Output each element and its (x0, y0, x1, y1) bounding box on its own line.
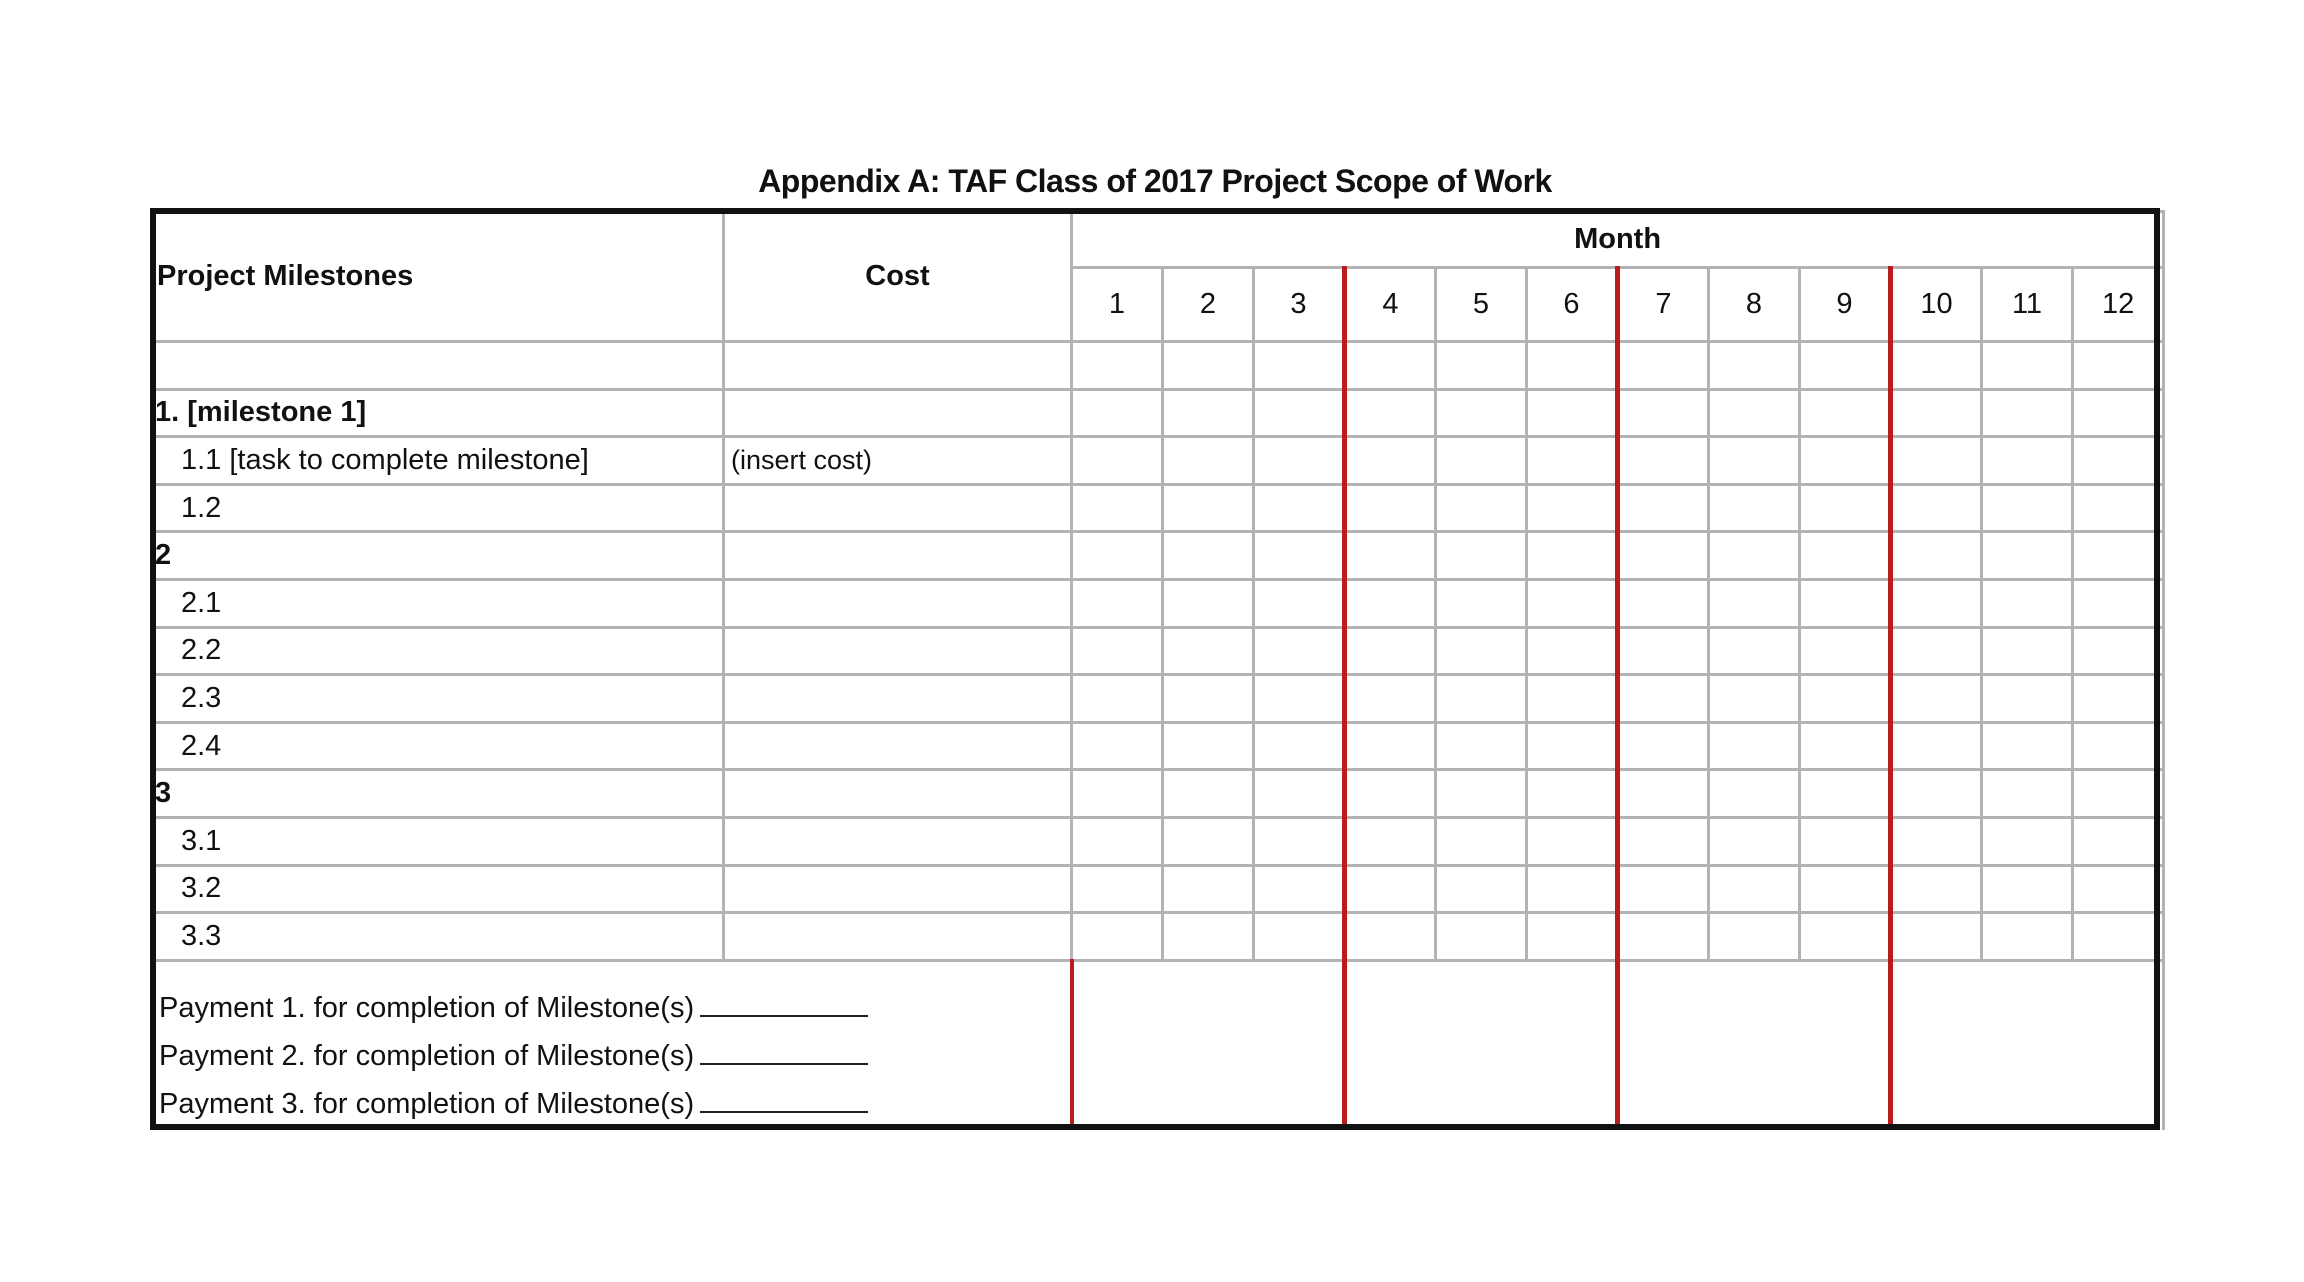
month-cell[interactable] (2073, 532, 2164, 580)
month-cell[interactable] (1254, 342, 1345, 390)
payment-line (153, 984, 1070, 1032)
month-cell[interactable] (1709, 484, 1800, 532)
month-4: 4 (1345, 268, 1436, 342)
month-cell[interactable] (1709, 532, 1800, 580)
month-cell[interactable] (1072, 579, 1163, 627)
month-cell[interactable] (1436, 913, 1527, 961)
month-cell[interactable] (1163, 913, 1254, 961)
month-cell[interactable] (1527, 675, 1618, 723)
month-10: 10 (1891, 268, 1982, 342)
month-cell[interactable] (1891, 817, 1982, 865)
payment-text: Payment 3. for completion of Milestone(s) (159, 1087, 695, 1120)
month-cell[interactable] (1436, 627, 1527, 675)
month-cell[interactable] (1163, 532, 1254, 580)
table-row (152, 770, 2164, 818)
month-cell[interactable] (2073, 675, 2164, 723)
month-cell[interactable] (1345, 627, 1436, 675)
month-cell[interactable] (1254, 532, 1345, 580)
month-cell[interactable] (1072, 342, 1163, 390)
payment-row (152, 960, 2164, 1130)
month-cell[interactable] (1891, 389, 1982, 437)
month-cell[interactable] (1982, 484, 2073, 532)
month-cell[interactable] (1709, 627, 1800, 675)
quarter-footer-cell (1345, 960, 1618, 1130)
table-row (152, 817, 2164, 865)
month-cell[interactable] (1345, 484, 1436, 532)
month-cell[interactable] (1800, 437, 1891, 485)
month-cell[interactable] (2073, 913, 2164, 961)
table-row (152, 437, 2164, 485)
month-cell[interactable] (1618, 389, 1709, 437)
month-cell[interactable] (1800, 389, 1891, 437)
cost-cell[interactable] (724, 532, 1072, 580)
month-7: 7 (1618, 268, 1709, 342)
month-cell[interactable] (1618, 627, 1709, 675)
payment-text: Payment 2. for completion of Milestone(s) (159, 1039, 695, 1072)
task-label[interactable]: 3.3 (152, 913, 724, 961)
month-cell[interactable] (1436, 579, 1527, 627)
month-cell[interactable] (1072, 389, 1163, 437)
cost-cell[interactable] (724, 770, 1072, 818)
month-cell[interactable] (2073, 627, 2164, 675)
month-cell[interactable] (1891, 913, 1982, 961)
page-title: Appendix A: TAF Class of 2017 Project Scope of Work (758, 163, 1552, 199)
month-cell[interactable] (1800, 484, 1891, 532)
month-cell[interactable] (1345, 675, 1436, 723)
month-cell[interactable] (1527, 722, 1618, 770)
cost-cell[interactable] (724, 722, 1072, 770)
month-cell[interactable] (1709, 770, 1800, 818)
month-cell[interactable] (2073, 865, 2164, 913)
month-cell[interactable] (1345, 532, 1436, 580)
month-cell[interactable] (1800, 627, 1891, 675)
month-cell[interactable] (1800, 342, 1891, 390)
task-label[interactable]: 2.4 (152, 722, 724, 770)
table-row (152, 484, 2164, 532)
task-label[interactable]: 1.2 (152, 484, 724, 532)
month-cell[interactable] (1618, 770, 1709, 818)
month-cell[interactable] (1800, 913, 1891, 961)
table-row (152, 913, 2164, 961)
month-cell[interactable] (1254, 437, 1345, 485)
month-cell[interactable] (1982, 913, 2073, 961)
month-cell[interactable] (1618, 675, 1709, 723)
month-cell[interactable] (1800, 722, 1891, 770)
month-cell[interactable] (1709, 342, 1800, 390)
scope-of-work-table (150, 210, 2165, 1130)
month-cell[interactable] (1527, 865, 1618, 913)
month-cell[interactable] (1982, 579, 2073, 627)
month-cell[interactable] (1254, 579, 1345, 627)
month-cell[interactable] (1527, 532, 1618, 580)
month-cell[interactable] (1254, 770, 1345, 818)
month-cell[interactable] (1345, 389, 1436, 437)
month-cell[interactable] (1072, 913, 1163, 961)
month-cell[interactable] (2073, 722, 2164, 770)
month-12: 12 (2073, 268, 2164, 342)
table-row (152, 865, 2164, 913)
month-cell[interactable] (1618, 342, 1709, 390)
month-cell[interactable] (1709, 722, 1800, 770)
task-label[interactable]: 1.1 [task to complete milestone] (152, 437, 724, 485)
month-cell[interactable] (1982, 342, 2073, 390)
month-cell[interactable] (1163, 675, 1254, 723)
month-cell[interactable] (1254, 817, 1345, 865)
month-3: 3 (1254, 268, 1345, 342)
month-cell[interactable] (1072, 722, 1163, 770)
month-cell[interactable] (1982, 532, 2073, 580)
month-cell[interactable] (1982, 865, 2073, 913)
payment-line (153, 1032, 1070, 1080)
cost-cell[interactable]: (insert cost) (724, 437, 1072, 485)
month-9: 9 (1800, 268, 1891, 342)
month-cell[interactable] (2073, 342, 2164, 390)
month-cell[interactable] (1436, 532, 1527, 580)
month-cell[interactable] (1436, 770, 1527, 818)
cost-cell[interactable] (724, 627, 1072, 675)
month-cell[interactable] (1709, 865, 1800, 913)
month-cell[interactable] (1072, 675, 1163, 723)
month-cell[interactable] (1800, 675, 1891, 723)
month-cell[interactable] (1436, 675, 1527, 723)
payment-blank[interactable] (700, 1033, 868, 1065)
month-cell[interactable] (1709, 675, 1800, 723)
month-cell[interactable] (1891, 437, 1982, 485)
cost-cell[interactable] (724, 675, 1072, 723)
month-cell[interactable] (1800, 817, 1891, 865)
quarter-footer-cell (1891, 960, 2164, 1130)
month-cell[interactable] (1436, 389, 1527, 437)
month-1: 1 (1072, 268, 1163, 342)
table-row (152, 627, 2164, 675)
month-cell[interactable] (1254, 389, 1345, 437)
month-cell[interactable] (1891, 627, 1982, 675)
month-cell[interactable] (1618, 865, 1709, 913)
month-cell[interactable] (1163, 817, 1254, 865)
task-label[interactable]: 2.1 (152, 579, 724, 627)
month-cell[interactable] (1982, 389, 2073, 437)
quarter-footer-cell (1072, 960, 1345, 1130)
month-cell[interactable] (1345, 722, 1436, 770)
month-cell[interactable] (1709, 579, 1800, 627)
month-cell[interactable] (1891, 722, 1982, 770)
month-cell[interactable] (1345, 342, 1436, 390)
month-cell[interactable] (2073, 437, 2164, 485)
month-cell[interactable] (1345, 770, 1436, 818)
month-cell[interactable] (1072, 532, 1163, 580)
month-cell[interactable] (2073, 389, 2164, 437)
month-cell[interactable] (1527, 817, 1618, 865)
month-cell[interactable] (1709, 389, 1800, 437)
month-cell[interactable] (1618, 722, 1709, 770)
month-5: 5 (1436, 268, 1527, 342)
month-cell[interactable] (1800, 532, 1891, 580)
month-cell[interactable] (2073, 770, 2164, 818)
month-cell[interactable] (1163, 484, 1254, 532)
payment-text: Payment 1. for completion of Milestone(s) (159, 991, 695, 1024)
month-cell[interactable] (1436, 817, 1527, 865)
table-row (152, 579, 2164, 627)
month-cell[interactable] (1800, 579, 1891, 627)
month-cell[interactable] (1527, 342, 1618, 390)
task-label[interactable]: 2.2 (152, 627, 724, 675)
month-cell[interactable] (1163, 627, 1254, 675)
table-row (152, 389, 2164, 437)
month-cell[interactable] (2073, 817, 2164, 865)
payment-line (153, 1080, 1070, 1128)
month-cell[interactable] (1163, 722, 1254, 770)
task-label[interactable]: 3.1 (152, 817, 724, 865)
month-cell[interactable] (1618, 913, 1709, 961)
month-2: 2 (1163, 268, 1254, 342)
month-cell[interactable] (1709, 913, 1800, 961)
month-cell[interactable] (1163, 342, 1254, 390)
month-cell[interactable] (1345, 913, 1436, 961)
month-cell[interactable] (1618, 532, 1709, 580)
month-cell[interactable] (1800, 865, 1891, 913)
month-cell[interactable] (1163, 865, 1254, 913)
month-cell[interactable] (1254, 865, 1345, 913)
month-cell[interactable] (1891, 579, 1982, 627)
task-label[interactable]: 2.3 (152, 675, 724, 723)
month-cell[interactable] (1254, 484, 1345, 532)
month-cell[interactable] (1891, 675, 1982, 723)
month-cell[interactable] (1345, 437, 1436, 485)
task-label[interactable]: 3.2 (152, 865, 724, 913)
month-cell[interactable] (1072, 437, 1163, 485)
cost-cell[interactable] (724, 865, 1072, 913)
month-cell[interactable] (1254, 627, 1345, 675)
month-cell[interactable] (1072, 627, 1163, 675)
milestone-label[interactable]: 1. [milestone 1] (152, 389, 724, 437)
month-cell[interactable] (1254, 913, 1345, 961)
milestones-header: Project Milestones (152, 212, 724, 342)
cost-cell[interactable] (724, 389, 1072, 437)
month-cell[interactable] (1982, 437, 2073, 485)
month-cell[interactable] (1163, 389, 1254, 437)
cost-cell[interactable] (724, 913, 1072, 961)
month-cell[interactable] (1254, 675, 1345, 723)
cost-cell[interactable] (724, 579, 1072, 627)
month-8: 8 (1709, 268, 1800, 342)
month-cell[interactable] (1982, 770, 2073, 818)
month-6: 6 (1527, 268, 1618, 342)
month-cell[interactable] (1072, 817, 1163, 865)
cost-cell[interactable] (724, 342, 1072, 390)
month-cell[interactable] (1709, 817, 1800, 865)
month-cell[interactable] (1527, 389, 1618, 437)
month-cell[interactable] (1891, 342, 1982, 390)
table-row (152, 722, 2164, 770)
month-cell[interactable] (1163, 437, 1254, 485)
month-cell[interactable] (1436, 342, 1527, 390)
month-cell[interactable] (1618, 437, 1709, 485)
month-cell[interactable] (1891, 865, 1982, 913)
month-cell[interactable] (1982, 627, 2073, 675)
cost-cell[interactable] (724, 817, 1072, 865)
month-cell[interactable] (1072, 865, 1163, 913)
payment-blank[interactable] (700, 1081, 868, 1113)
payment-blank[interactable] (700, 985, 868, 1017)
table-row (152, 342, 2164, 390)
table-row (152, 675, 2164, 723)
month-cell[interactable] (1072, 484, 1163, 532)
cost-header: Cost (724, 212, 1072, 342)
month-cell[interactable] (1618, 484, 1709, 532)
month-cell[interactable] (1527, 913, 1618, 961)
month-cell[interactable] (1982, 722, 2073, 770)
month-cell[interactable] (1891, 770, 1982, 818)
month-cell[interactable] (1618, 817, 1709, 865)
month-cell[interactable] (1891, 532, 1982, 580)
month-cell[interactable] (1163, 770, 1254, 818)
month-cell[interactable] (1436, 437, 1527, 485)
quarter-footer-cell (1618, 960, 1891, 1130)
month-cell[interactable] (1982, 675, 2073, 723)
month-cell[interactable] (1527, 627, 1618, 675)
month-cell[interactable] (1527, 770, 1618, 818)
month-cell[interactable] (1618, 579, 1709, 627)
month-cell[interactable] (1800, 770, 1891, 818)
milestone-label[interactable]: 2 (152, 532, 724, 580)
month-cell[interactable] (1436, 865, 1527, 913)
month-cell[interactable] (1709, 437, 1800, 485)
month-cell[interactable] (1345, 579, 1436, 627)
month-cell[interactable] (1072, 770, 1163, 818)
month-cell[interactable] (1254, 722, 1345, 770)
month-cell[interactable] (1163, 579, 1254, 627)
month-cell[interactable] (1527, 579, 1618, 627)
cost-cell[interactable] (724, 484, 1072, 532)
month-header: Month (1072, 212, 2164, 268)
month-11: 11 (1982, 268, 2073, 342)
payment-terms (152, 960, 1072, 1130)
milestone-label[interactable]: 3 (152, 770, 724, 818)
month-cell[interactable] (1982, 817, 2073, 865)
task-label[interactable] (152, 342, 724, 390)
month-cell[interactable] (1345, 817, 1436, 865)
month-cell[interactable] (1436, 484, 1527, 532)
month-cell[interactable] (2073, 579, 2164, 627)
month-cell[interactable] (1345, 865, 1436, 913)
month-cell[interactable] (1436, 722, 1527, 770)
table-row (152, 532, 2164, 580)
month-cell[interactable] (1527, 484, 1618, 532)
month-cell[interactable] (1527, 437, 1618, 485)
month-cell[interactable] (2073, 484, 2164, 532)
month-cell[interactable] (1891, 484, 1982, 532)
